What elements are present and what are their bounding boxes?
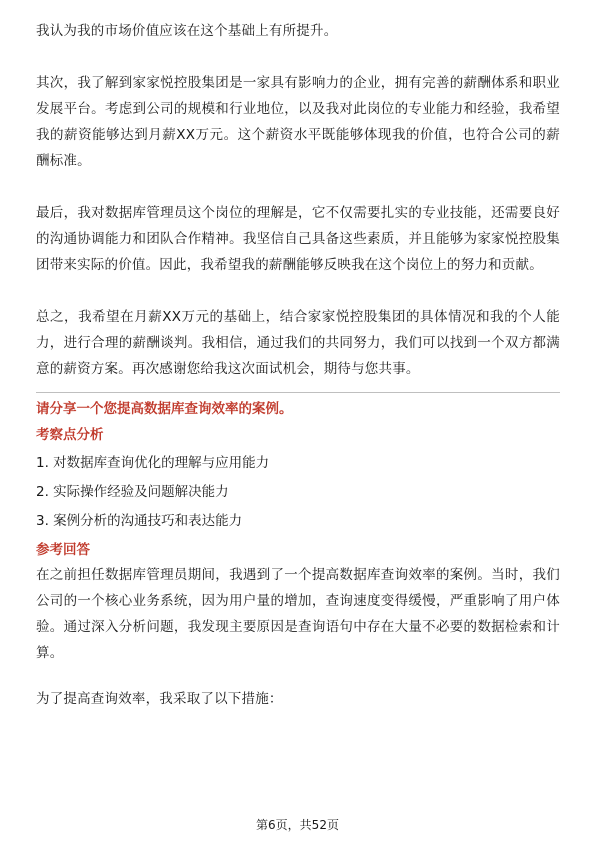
paragraph: 其次，我了解到家家悦控股集团是一家具有影响力的企业，拥有完善的薪酬体系和职业发展平台。考虑到公司的规模和行业地位，以及我对此岗位的专业能力和经验，我希望我的薪资能够达到月薪XX万元。这个薪资水平既能够体现我的价值，也符合公司的薪酬标准。 [36, 75, 560, 169]
answer-paragraph: 在之前担任数据库管理员期间，我遇到了一个提高数据库查询效率的案例。当时，我们公司的一个核心业务系统，因为用户量的增加，查询速度变得缓慢，严重影响了用户体验。通过深入分析问题，我发现主要原因是查询语句中存在大量不必要的数据检索和计算。 [36, 567, 560, 661]
list-item: 2. 实际操作经验及问题解决能力 [36, 484, 229, 500]
paragraph: 我认为我的市场价值应该在这个基础上有所提升。 [36, 23, 338, 39]
analysis-heading: 考察点分析 [36, 427, 104, 443]
paragraph: 总之，我希望在月薪XX万元的基础上，结合家家悦控股集团的具体情况和我的个人能力，进行合理的薪酬谈判。我相信，通过我们的共同努力，我们可以找到一个双方都满意的薪资方案。再次感谢您给我这次面试机会，期待与您共事。 [36, 309, 560, 377]
answer-paragraph: 为了提高查询效率，我采取了以下措施： [36, 691, 283, 707]
list-item: 3. 案例分析的沟通技巧和表达能力 [36, 513, 243, 529]
answer-heading: 参考回答 [36, 542, 90, 558]
section-divider [36, 392, 560, 393]
paragraph: 最后，我对数据库管理员这个岗位的理解是，它不仅需要扎实的专业技能，还需要良好的沟通协调能力和团队合作精神。我坚信自己具备这些素质，并且能够为家家悦控股集团带来实际的价值。因此，我希望我的薪酬能够反映我在这个岗位上的努力和贡献。 [36, 205, 560, 273]
document-page [36, 18, 560, 712]
question-title: 请分享一个您提高数据库查询效率的案例。 [36, 401, 293, 417]
page-number: 第6页，共52页 [256, 818, 339, 832]
list-item: 1. 对数据库查询优化的理解与应用能力 [36, 455, 270, 471]
analysis-list [36, 449, 560, 536]
